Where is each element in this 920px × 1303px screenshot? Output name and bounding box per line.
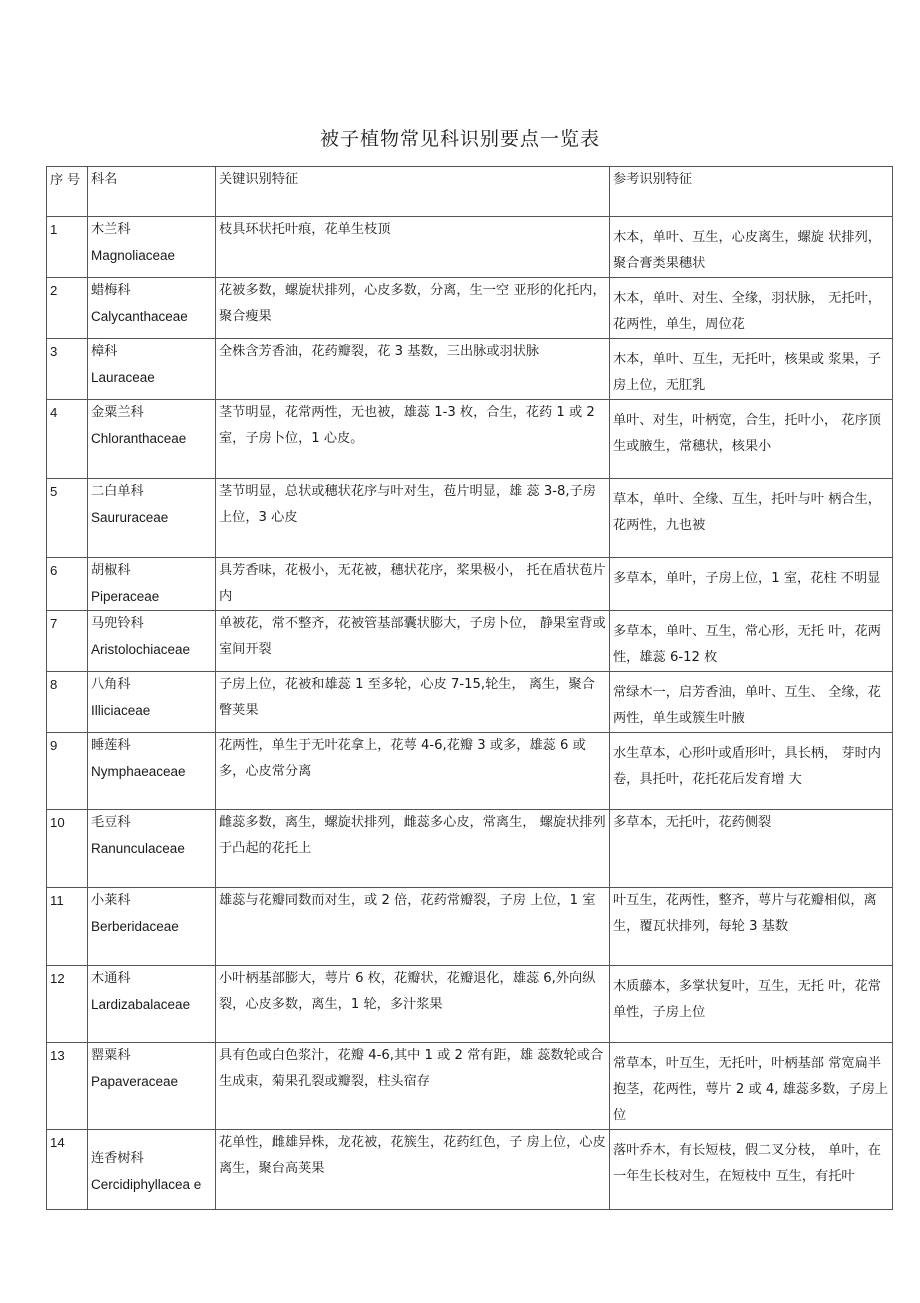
- row-number: 13: [47, 1043, 88, 1130]
- family-name-cell: [88, 217, 216, 278]
- key-features-cell: 枝具环状托叶痕，花单生枝顶: [216, 217, 610, 278]
- family-table: [46, 166, 893, 1210]
- table-row: [47, 888, 893, 966]
- row-number: 3: [47, 339, 88, 400]
- family-name-cell: [88, 672, 216, 733]
- family-chinese-name: 木兰科: [91, 222, 131, 237]
- family-chinese-name: 樟科: [91, 344, 118, 359]
- family-chinese-name: 蜡梅科: [91, 283, 131, 298]
- family-name-cell: [88, 810, 216, 888]
- family-chinese-name: 马兜铃科: [91, 616, 144, 631]
- reference-features-cell: 木本，单叶、对生、全缘，羽状脉， 无托叶，花两性，单生，周位花: [610, 278, 893, 339]
- family-name-cell: [88, 278, 216, 339]
- key-features-cell: 子房上位，花被和雄蕊 1 至多轮，心皮 7-15,轮生， 离生，聚合瞥荚果: [216, 672, 610, 733]
- table-row: [47, 558, 893, 611]
- family-latin-name: Lauraceae: [91, 370, 155, 385]
- family-latin-name: Berberidaceae: [91, 919, 179, 934]
- table-row: [47, 1130, 893, 1210]
- reference-features-cell: 木质藤本，多掌状复叶，互生，无托 叶，花常单性，子房上位: [610, 966, 893, 1043]
- family-latin-name: Papaveraceae: [91, 1074, 179, 1089]
- family-name-cell: [88, 339, 216, 400]
- family-name-cell: [88, 888, 216, 966]
- row-number: 1: [47, 217, 88, 278]
- family-latin-name: Saururaceae: [91, 510, 169, 525]
- family-latin-name: Piperaceae: [91, 589, 160, 604]
- table-row: [47, 966, 893, 1043]
- reference-features-cell: 常绿木一，启芳香油，单叶、互生、 全缘，花两性，单生或簇生叶腋: [610, 672, 893, 733]
- family-name-cell: [88, 966, 216, 1043]
- reference-features-cell: 草本，单叶、全缘、互生，托叶与叶 柄合生，花两性，九也被: [610, 479, 893, 558]
- row-number: 14: [47, 1130, 88, 1210]
- family-name-cell: [88, 1043, 216, 1130]
- family-name-cell: [88, 611, 216, 672]
- key-features-cell: 雄蕊与花瓣同数而对生，或 2 倍，花药常瓣裂，子房 上位，1 室: [216, 888, 610, 966]
- family-name-cell: [88, 400, 216, 479]
- row-number: 11: [47, 888, 88, 966]
- table-row: [47, 810, 893, 888]
- family-latin-name: Illiciaceae: [91, 703, 151, 718]
- reference-features-cell: 多草本，无托叶，花药侧裂: [610, 810, 893, 888]
- table-row: [47, 733, 893, 810]
- reference-features-cell: 落叶乔木，有长短枝，假二叉分枝， 单叶，在一年生长枝对生，在短枝中 互生，有托叶: [610, 1130, 893, 1210]
- table-row: [47, 278, 893, 339]
- table-row: [47, 479, 893, 558]
- family-latin-name: Ranunculaceae: [91, 841, 185, 856]
- family-chinese-name: 二白单科: [91, 484, 144, 499]
- family-chinese-name: 连香树科: [91, 1151, 144, 1166]
- row-number: 6: [47, 558, 88, 611]
- table-header-row: [47, 167, 893, 217]
- family-chinese-name: 罂粟科: [91, 1048, 131, 1063]
- row-number: 9: [47, 733, 88, 810]
- family-latin-name: Calycanthaceae: [91, 309, 188, 324]
- row-number: 5: [47, 479, 88, 558]
- header-family: 科名: [88, 167, 216, 217]
- family-latin-name: Lardizabalaceae: [91, 997, 191, 1012]
- family-latin-name: Cercidiphyllacea e: [91, 1177, 202, 1192]
- key-features-cell: 雌蕊多数，离生，螺旋状排列，雌蕊多心皮，常离生， 螺旋状排列于凸起的花托上: [216, 810, 610, 888]
- page-title: 被子植物常见科识别要点一览表: [319, 128, 600, 150]
- family-chinese-name: 睡莲科: [91, 738, 131, 753]
- family-name-cell: [88, 558, 216, 611]
- key-features-cell: 具芳香味，花极小，无花被，穗状花序，桨果极小， 托在盾状苞片内: [216, 558, 610, 611]
- family-name-cell: [88, 1130, 216, 1210]
- table-row: [47, 672, 893, 733]
- key-features-cell: 全株含芳香油，花药瓣裂，花 3 基数，三出脉或羽状脉: [216, 339, 610, 400]
- reference-features-cell: 多草本，单叶，子房上位，1 室，花柱 不明显: [610, 558, 893, 611]
- family-chinese-name: 金粟兰科: [91, 405, 144, 420]
- row-number: 8: [47, 672, 88, 733]
- family-latin-name: Magnoliaceae: [91, 248, 176, 263]
- family-chinese-name: 胡椒科: [91, 563, 131, 578]
- key-features-cell: 茎节明显，花常两性，无也被，雄蕊 1-3 枚，合生，花药 1 或 2 室，子房卜位，1 心皮。: [216, 400, 610, 479]
- reference-features-cell: 单叶、对生，叶柄宽，合生，托叶小， 花序顶生或腋生，常穗状，核果小: [610, 400, 893, 479]
- family-chinese-name: 毛豆科: [91, 815, 131, 830]
- family-latin-name: Nymphaeaceae: [91, 764, 186, 779]
- table-row: [47, 611, 893, 672]
- row-number: 4: [47, 400, 88, 479]
- table-row: [47, 1043, 893, 1130]
- row-number: 12: [47, 966, 88, 1043]
- header-reference-features: 参考识别特征: [610, 167, 893, 217]
- table-row: [47, 400, 893, 479]
- table-row: [47, 339, 893, 400]
- key-features-cell: 小叶柄基部膨大，萼片 6 枚，花瓣状，花瓣退化，雄蕊 6,外向纵裂，心皮多数，离生，1 轮，多汁浆果: [216, 966, 610, 1043]
- table-row: [47, 217, 893, 278]
- family-latin-name: Chloranthaceae: [91, 431, 187, 446]
- reference-features-cell: 叶互生，花两性，整齐，萼片与花瓣相似，离生，覆瓦状排列，每轮 3 基数: [610, 888, 893, 966]
- header-key-features: 关键识别特征: [216, 167, 610, 217]
- key-features-cell: 花被多数，螺旋状排列，心皮多数，分离，生一空 亚形的化托内，聚合瘦果: [216, 278, 610, 339]
- key-features-cell: 茎节明显，总状或穗状花序与叶对生，苞片明显，雄 蕊 3-8,子房上位，3 心皮: [216, 479, 610, 558]
- reference-features-cell: 木本，单叶、互生，心皮离生，螺旋 状排列，聚合膏类果穗状: [610, 217, 893, 278]
- family-chinese-name: 小莱科: [91, 893, 131, 908]
- key-features-cell: 花单性，雌雄异株，龙花被，花簇生，花药红色，子 房上位，心皮离生，聚台高荚果: [216, 1130, 610, 1210]
- reference-features-cell: 常草本，叶互生，无托叶，叶柄基部 常宽扁半抱茎，花两性，萼片 2 或 4, 雄蕊多数，子房上位: [610, 1043, 893, 1130]
- family-chinese-name: 八角科: [91, 677, 131, 692]
- row-number: 2: [47, 278, 88, 339]
- reference-features-cell: 木本，单叶、互生，无托叶，核果或 浆果，子房上位，无肛乳: [610, 339, 893, 400]
- key-features-cell: 花两性，单生于无叶花拿上，花萼 4-6,花瓣 3 或多，雄蕊 6 或多，心皮常分离: [216, 733, 610, 810]
- row-number: 7: [47, 611, 88, 672]
- family-name-cell: [88, 733, 216, 810]
- reference-features-cell: 多草本，单叶、互生，常心形，无托 叶，花两性，雄蕊 6-12 枚: [610, 611, 893, 672]
- reference-features-cell: 水生草本，心形叶或盾形叶，具长柄， 芽时内卷，具托叶，花托花后发育增 大: [610, 733, 893, 810]
- row-number: 10: [47, 810, 88, 888]
- header-number: 序 号: [47, 167, 88, 217]
- family-latin-name: Aristolochiaceae: [91, 642, 191, 657]
- key-features-cell: 单被花，常不整齐，花被管基部囊状膨大，子房卜位， 静果室背或室间开裂: [216, 611, 610, 672]
- family-chinese-name: 木通科: [91, 971, 131, 986]
- key-features-cell: 具有色或白色浆汁，花瓣 4-6,其中 1 或 2 常有距，雄 蕊数轮或合生成束，菊果孔裂或瓣裂，柱头宿存: [216, 1043, 610, 1130]
- family-name-cell: [88, 479, 216, 558]
